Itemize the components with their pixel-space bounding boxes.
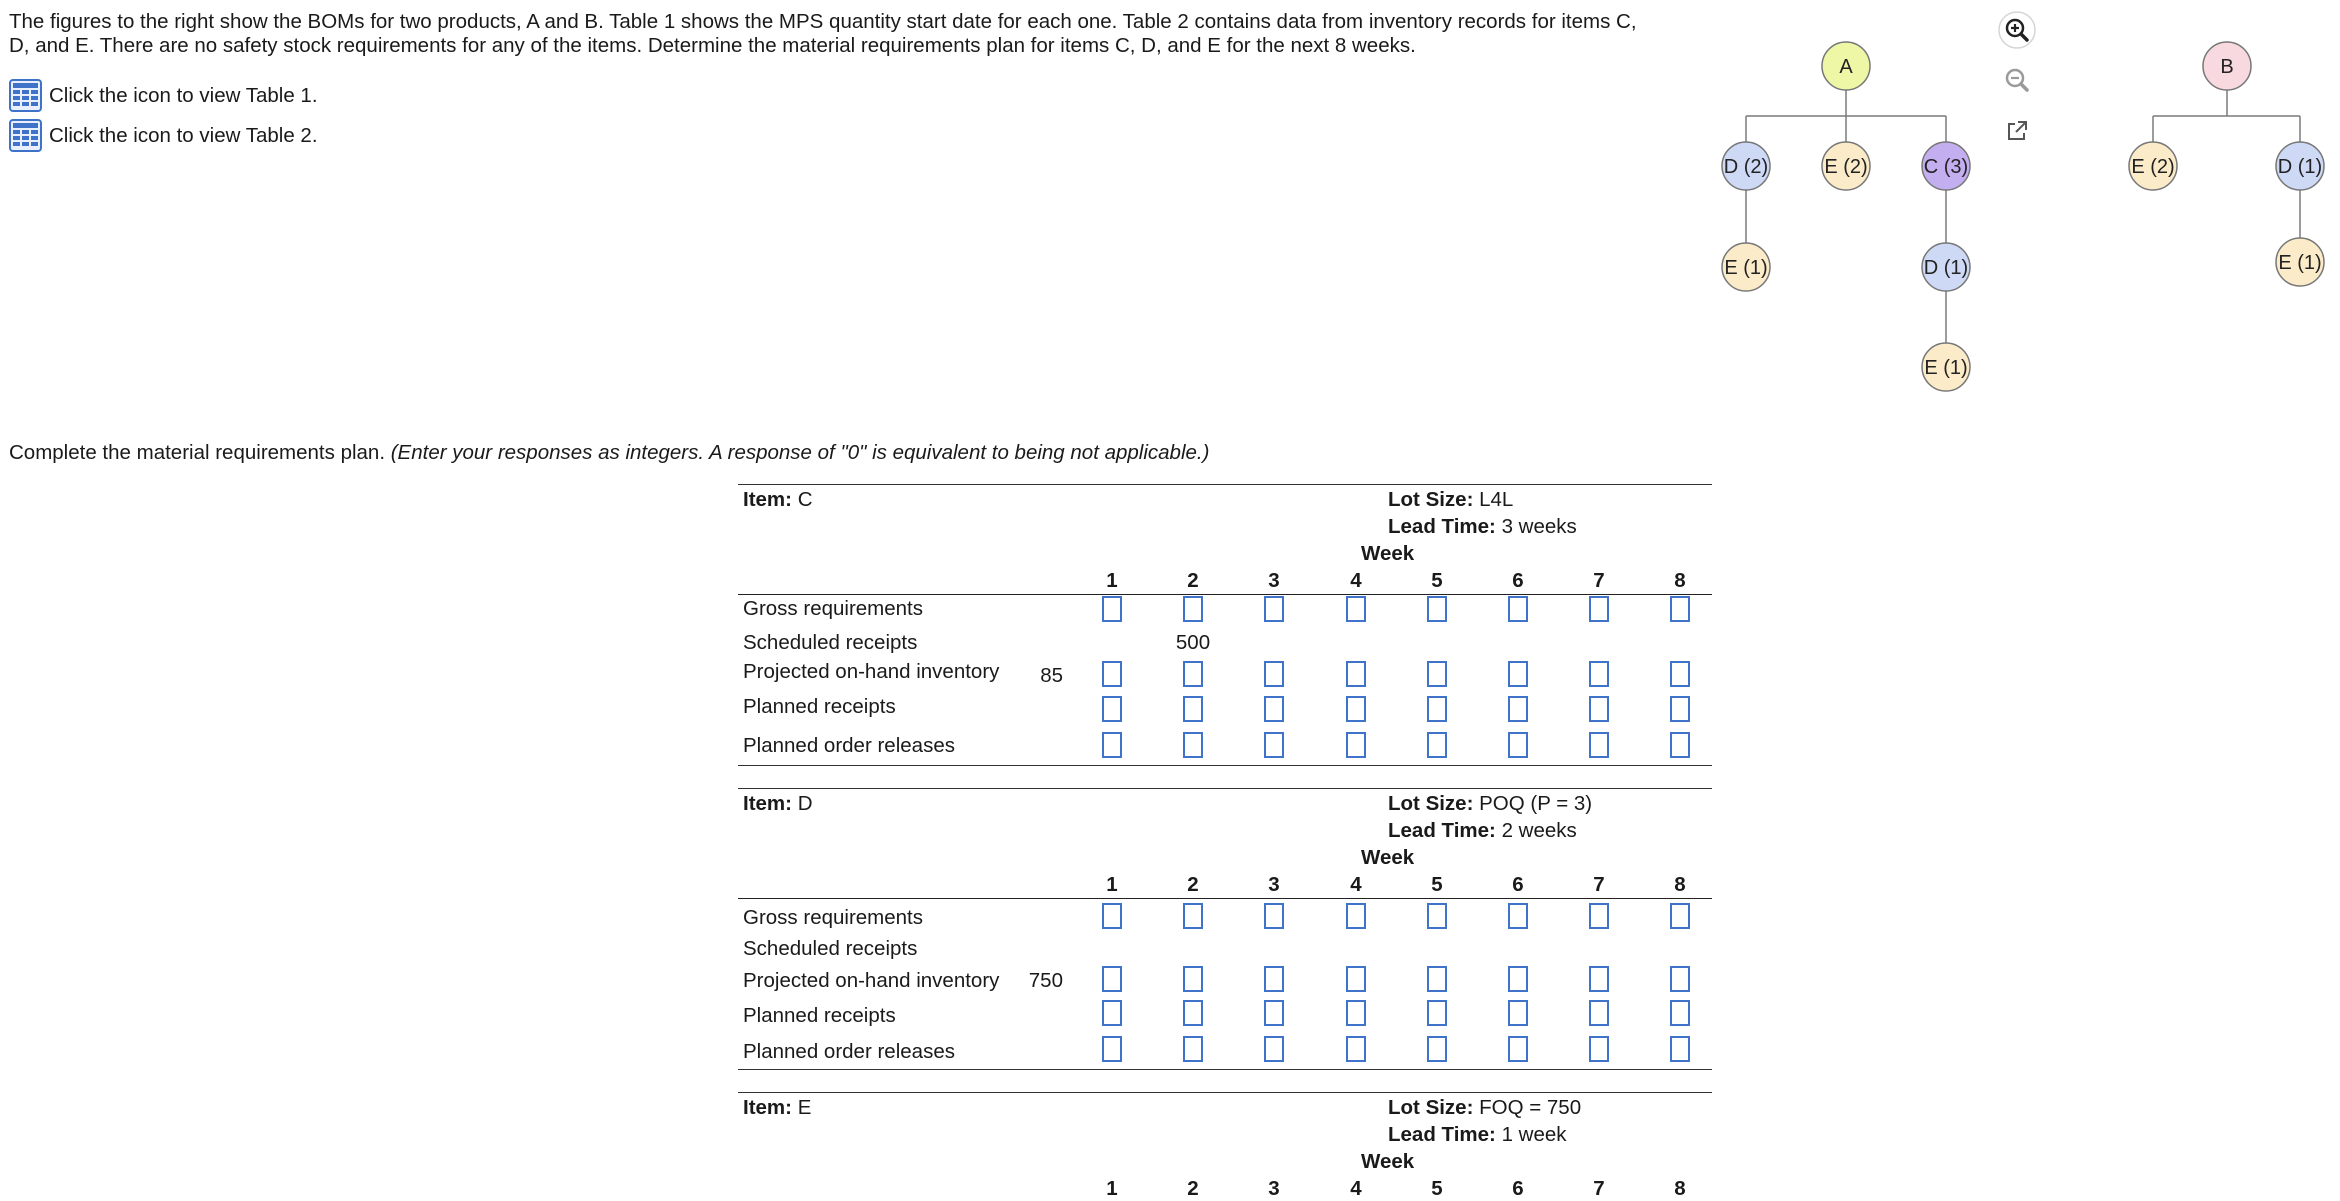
week-number: 3	[1268, 873, 1280, 896]
lot-size-value: L4L	[1479, 488, 1514, 511]
input-planned-releases-week-3[interactable]	[1264, 732, 1284, 758]
week-number: 8	[1674, 1177, 1686, 1200]
input-gross-week-8[interactable]	[1670, 596, 1690, 622]
input-gross-week-7[interactable]	[1589, 903, 1609, 929]
mrp-panel-item-e	[738, 1092, 1712, 1200]
input-projected-week-3[interactable]	[1264, 966, 1284, 992]
table1-link-text: Click the icon to view Table 1.	[49, 83, 318, 107]
table1-link-row[interactable]	[9, 79, 318, 112]
lead-time: Lead Time: 3 weeks	[1388, 515, 1577, 538]
bom-label-a: A	[1839, 56, 1853, 78]
row-label-projected: Projected on-hand inventory	[743, 660, 1000, 683]
bom-label-e: E (1)	[2278, 252, 2322, 274]
input-planned-receipts-week-1[interactable]	[1102, 1000, 1122, 1026]
lot-size: Lot Size: FOQ = 750	[1388, 1096, 1582, 1119]
input-gross-week-1[interactable]	[1102, 596, 1122, 622]
input-planned-receipts-week-1[interactable]	[1102, 696, 1122, 722]
item-name: C	[797, 488, 813, 511]
item-header: Item: D	[743, 792, 813, 815]
week-number: 6	[1512, 569, 1524, 592]
week-number: 1	[1106, 1177, 1118, 1200]
input-planned-releases-week-2[interactable]	[1183, 1036, 1203, 1062]
table2-link-text: Click the icon to view Table 2.	[49, 123, 318, 147]
divider	[738, 765, 1712, 766]
input-planned-receipts-week-5[interactable]	[1427, 1000, 1447, 1026]
input-gross-week-6[interactable]	[1508, 903, 1528, 929]
problem-statement: The figures to the right show the BOMs for two products, A and B. Table 1 shows the MPS quantity start date for each one. Table 2 contains data from inventory records for items C, D, and E. There are no safety stock requirements for any of the items. Determine the material requirements plan for items C, D, and E for the next 8 weeks.	[9, 10, 1637, 57]
table-icon[interactable]	[9, 79, 42, 112]
input-planned-releases-week-2[interactable]	[1183, 732, 1203, 758]
item-name: D	[797, 792, 813, 815]
input-planned-releases-week-7[interactable]	[1589, 732, 1609, 758]
input-projected-week-4[interactable]	[1346, 661, 1366, 687]
week-number: 8	[1674, 569, 1686, 592]
lead-time: Lead Time: 2 weeks	[1388, 819, 1577, 842]
input-planned-releases-week-7[interactable]	[1589, 1036, 1609, 1062]
input-planned-releases-week-3[interactable]	[1264, 1036, 1284, 1062]
zoom-out-icon[interactable]	[1998, 61, 2036, 99]
bom-label-c: C (3)	[1923, 156, 1969, 178]
bom-label-b: B	[2220, 56, 2234, 78]
scheduled-receipt-week-2: 500	[1175, 631, 1211, 654]
row-label-projected: Projected on-hand inventory	[743, 969, 1000, 992]
input-gross-week-3[interactable]	[1264, 596, 1284, 622]
divider	[738, 1092, 1712, 1093]
input-projected-week-6[interactable]	[1508, 966, 1528, 992]
bom-label-d: D (1)	[2277, 156, 2323, 178]
mrp-panel-item-d	[738, 788, 1712, 1073]
input-gross-week-1[interactable]	[1102, 903, 1122, 929]
input-gross-week-4[interactable]	[1346, 596, 1366, 622]
input-planned-receipts-week-2[interactable]	[1183, 1000, 1203, 1026]
input-planned-receipts-week-6[interactable]	[1508, 1000, 1528, 1026]
input-projected-week-8[interactable]	[1670, 661, 1690, 687]
week-number: 2	[1187, 1177, 1199, 1200]
item-name: E	[797, 1096, 812, 1119]
week-number: 7	[1593, 1177, 1605, 1200]
week-number: 3	[1268, 1177, 1280, 1200]
week-header: Week	[1361, 542, 1415, 565]
input-projected-week-3[interactable]	[1264, 661, 1284, 687]
week-number: 5	[1431, 873, 1443, 896]
week-number: 6	[1512, 873, 1524, 896]
week-number: 8	[1674, 873, 1686, 896]
week-number: 7	[1593, 873, 1605, 896]
table-icon[interactable]	[9, 119, 42, 152]
row-label-planned-receipts: Planned receipts	[743, 695, 896, 718]
instructions-main: Complete the material requirements plan.	[9, 441, 386, 464]
input-gross-week-3[interactable]	[1264, 903, 1284, 929]
input-planned-releases-week-1[interactable]	[1102, 732, 1122, 758]
input-gross-week-5[interactable]	[1427, 903, 1447, 929]
input-gross-week-7[interactable]	[1589, 596, 1609, 622]
week-number: 2	[1187, 569, 1199, 592]
row-label-planned-releases: Planned order releases	[743, 1040, 955, 1063]
external-link-icon[interactable]	[1998, 112, 2036, 150]
input-planned-receipts-week-7[interactable]	[1589, 1000, 1609, 1026]
lead-time-value: 1 week	[1501, 1123, 1567, 1146]
bom-label-e: E (1)	[1924, 357, 1968, 379]
input-planned-releases-week-1[interactable]	[1102, 1036, 1122, 1062]
input-projected-week-7[interactable]	[1589, 966, 1609, 992]
input-planned-releases-week-4[interactable]	[1346, 732, 1366, 758]
week-number: 1	[1106, 873, 1118, 896]
lead-time-value: 3 weeks	[1501, 515, 1577, 538]
input-projected-week-7[interactable]	[1589, 661, 1609, 687]
bom-label-e: E (1)	[1724, 257, 1768, 279]
bom-label-d: D (2)	[1723, 156, 1769, 178]
input-gross-week-4[interactable]	[1346, 903, 1366, 929]
zoom-in-icon[interactable]	[1998, 11, 2036, 49]
instructions-hint: (Enter your responses as integers. A response of "0" is equivalent to being not applicable.)	[390, 441, 1210, 464]
input-projected-week-2[interactable]	[1183, 661, 1203, 687]
week-number: 5	[1431, 569, 1443, 592]
input-planned-releases-week-4[interactable]	[1346, 1036, 1366, 1062]
input-planned-receipts-week-3[interactable]	[1264, 696, 1284, 722]
input-projected-week-5[interactable]	[1427, 661, 1447, 687]
input-projected-week-1[interactable]	[1102, 661, 1122, 687]
bom-label-e: E (2)	[2131, 156, 2175, 178]
input-projected-week-2[interactable]	[1183, 966, 1203, 992]
input-planned-receipts-week-7[interactable]	[1589, 696, 1609, 722]
bom-label-d: D (1)	[1923, 257, 1969, 279]
input-planned-releases-week-6[interactable]	[1508, 1036, 1528, 1062]
input-projected-week-4[interactable]	[1346, 966, 1366, 992]
lead-time-value: 2 weeks	[1501, 819, 1577, 842]
week-number: 5	[1431, 1177, 1443, 1200]
input-planned-receipts-week-3[interactable]	[1264, 1000, 1284, 1026]
divider	[738, 898, 1712, 899]
input-planned-receipts-week-8[interactable]	[1670, 696, 1690, 722]
input-gross-week-6[interactable]	[1508, 596, 1528, 622]
initial-on-hand: 85	[1040, 664, 1063, 687]
divider	[738, 484, 1712, 485]
input-projected-week-8[interactable]	[1670, 966, 1690, 992]
input-planned-receipts-week-5[interactable]	[1427, 696, 1447, 722]
input-gross-week-2[interactable]	[1183, 596, 1203, 622]
mrp-panel-item-c	[738, 484, 1712, 769]
week-number: 4	[1350, 873, 1362, 896]
input-gross-week-5[interactable]	[1427, 596, 1447, 622]
divider	[738, 594, 1712, 595]
input-planned-releases-week-6[interactable]	[1508, 732, 1528, 758]
input-projected-week-1[interactable]	[1102, 966, 1122, 992]
input-planned-receipts-week-2[interactable]	[1183, 696, 1203, 722]
row-label-planned-releases: Planned order releases	[743, 734, 955, 757]
week-number: 2	[1187, 873, 1199, 896]
week-number: 1	[1106, 569, 1118, 592]
item-header: Item: E	[743, 1096, 812, 1119]
input-planned-receipts-week-6[interactable]	[1508, 696, 1528, 722]
lot-size: Lot Size: POQ (P = 3)	[1388, 792, 1593, 815]
input-gross-week-8[interactable]	[1670, 903, 1690, 929]
week-number: 7	[1593, 569, 1605, 592]
input-planned-releases-week-5[interactable]	[1427, 732, 1447, 758]
row-label-gross: Gross requirements	[743, 597, 924, 620]
input-planned-releases-week-8[interactable]	[1670, 732, 1690, 758]
row-label-planned-receipts: Planned receipts	[743, 1004, 896, 1027]
input-planned-releases-week-8[interactable]	[1670, 1036, 1690, 1062]
lead-time: Lead Time: 1 week	[1388, 1123, 1567, 1146]
lot-size-value: FOQ = 750	[1479, 1096, 1582, 1119]
week-number: 4	[1350, 1177, 1362, 1200]
divider	[738, 1069, 1712, 1070]
table2-link-row[interactable]	[9, 119, 318, 152]
lot-size: Lot Size: L4L	[1388, 488, 1514, 511]
row-label-gross: Gross requirements	[743, 906, 924, 929]
initial-on-hand: 750	[1028, 969, 1063, 992]
divider	[738, 788, 1712, 789]
input-planned-receipts-week-4[interactable]	[1346, 696, 1366, 722]
item-header: Item: C	[743, 488, 813, 511]
week-number: 4	[1350, 569, 1362, 592]
bom-diagram	[1700, 0, 2340, 400]
instructions	[9, 441, 1209, 465]
input-planned-receipts-week-8[interactable]	[1670, 1000, 1690, 1026]
week-number: 3	[1268, 569, 1280, 592]
lot-size-value: POQ (P = 3)	[1479, 792, 1593, 815]
week-header: Week	[1361, 1150, 1415, 1173]
input-planned-releases-week-5[interactable]	[1427, 1036, 1447, 1062]
bom-label-e: E (2)	[1824, 156, 1868, 178]
week-number: 6	[1512, 1177, 1524, 1200]
input-planned-receipts-week-4[interactable]	[1346, 1000, 1366, 1026]
row-label-scheduled: Scheduled receipts	[743, 631, 918, 654]
week-header: Week	[1361, 846, 1415, 869]
input-gross-week-2[interactable]	[1183, 903, 1203, 929]
input-projected-week-5[interactable]	[1427, 966, 1447, 992]
row-label-scheduled: Scheduled receipts	[743, 937, 918, 960]
input-projected-week-6[interactable]	[1508, 661, 1528, 687]
